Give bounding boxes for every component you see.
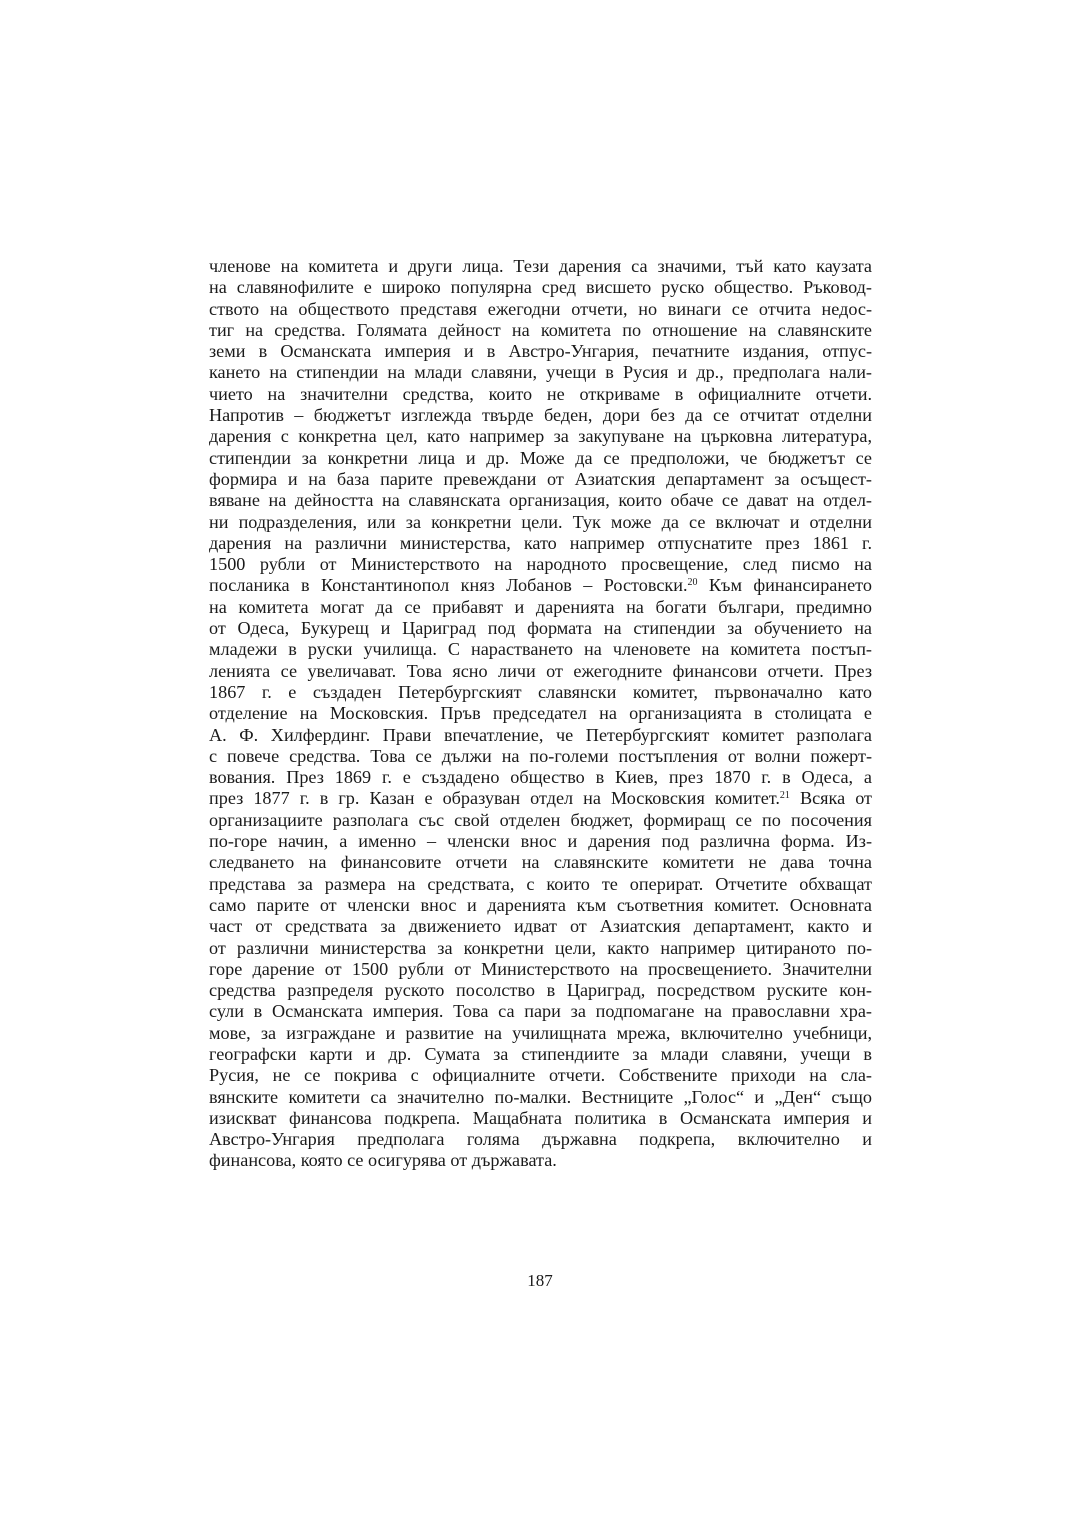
text-line: земи в Османската империя и в Австро-Унгария, печатните издания, отпус-	[209, 341, 872, 362]
text-line: Австро-Унгария предполага голяма държавна подкрепа, включително и	[209, 1129, 872, 1150]
text-line: ството на обществото представя ежегодни отчети, но винаги се отчита недос-	[209, 298, 872, 319]
text-line: от различни министерства за конкретни цели, както например цитираното по-	[209, 937, 872, 958]
text-line: членове на комитета и други лица. Тези дарения са значими, тъй като каузата	[209, 256, 872, 276]
text-line: горе дарение от 1500 рубли от Министерството на просвещението. Значителни	[209, 958, 872, 979]
text-line: сули в Османската империя. Това са пари за подпомагане на православни хра-	[209, 1001, 872, 1022]
text-line: ленията се увеличават. Това ясно личи от ежегодните финансови отчети. През	[209, 660, 872, 681]
text-segment: Към финансирането	[697, 575, 872, 596]
text-line: 1500 рубли от Министерството на народното просвещение, след писмо на	[209, 554, 872, 575]
text-line: на славянофилите е широко популярна сред висшето руско общество. Ръковод-	[209, 277, 872, 298]
text-line: на комитета могат да се прибавят и даренията на богати българи, предимно	[209, 596, 872, 617]
text-line: дарения с конкретна цел, като например за закупуване на църковна литература,	[209, 426, 872, 447]
text-line: ни подразделения, или за конкретни цели. Тук може да се включат и отделни	[209, 511, 872, 532]
text-line: кането на стипендии на млади славяни, учещи в Русия и др., предполага нали-	[209, 362, 872, 383]
text-line: формира и на база парите превеждани от Азиатския департамент за осъщест-	[209, 468, 872, 489]
text-line: по-горе начин, а именно – членски внос и дарения под различна форма. Из-	[209, 831, 872, 852]
page-number: 187	[527, 1271, 553, 1290]
text-line: тиг на средства. Голямата дейност на комитета по отношение на славянските	[209, 319, 872, 340]
text-line: изискват финансова подкрепа. Мащабната политика в Османската империя и	[209, 1107, 872, 1128]
text-line: географски карти и др. Сумата за стипендиите за млади славяни, учещи в	[209, 1043, 872, 1064]
text-segment: посланика в Константинопол княз Лобанов – Ростовски.	[209, 575, 688, 596]
text-line-with-footnote	[209, 788, 872, 809]
text-line: средства разпределя руското посолство в Цариград, посредством руските кон-	[209, 980, 872, 1001]
text-line: вяване на дейността на славянската организация, които обаче се дават на отдел-	[209, 490, 872, 511]
text-line: 1867 г. е създаден Петербургският славянски комитет, първоначално като	[209, 681, 872, 702]
text-line: Напротив – бюджетът изглежда твърде беден, дори без да се отчитат отделни	[209, 405, 872, 426]
text-line: чието на значителни средства, които не откриваме в официалните отчети.	[209, 383, 872, 404]
text-line: вянските комитети са значително по-малки. Вестниците „Голос“ и „Ден“ също	[209, 1086, 872, 1107]
footnote-ref: 21	[779, 790, 790, 802]
text-line: само парите от членски внос и даренията към съответния комитет. Основната	[209, 894, 872, 915]
text-line: отделение на Московския. Пръв председател на организацията в столицата е	[209, 703, 872, 724]
text-line: дарения на различни министерства, като например отпуснатите през 1861 г.	[209, 532, 872, 553]
text-line: вования. През 1869 г. е създадено общество в Киев, през 1870 г. в Одеса, а	[209, 767, 872, 788]
text-segment: през 1877 г. в гр. Казан е образуван отдел на Московския комитет.	[209, 788, 780, 809]
text-line-with-footnote	[209, 575, 872, 596]
text-line: от Одеса, Букурещ и Цариград под формата на стипендии за обучението на	[209, 618, 872, 639]
text-line: представа за размера на средствата, с които те оперират. Отчетите обхващат	[209, 873, 872, 894]
footnote-ref: 20	[687, 577, 698, 589]
text-line: следването на финансовите отчети на славянските комитети не дава точна	[209, 852, 872, 873]
text-line: А. Ф. Хилфердинг. Прави впечатление, че Петербургският комитет разполага	[209, 724, 872, 745]
text-line: Русия, не се покрива с официалните отчети. Собствените приходи на сла-	[209, 1065, 872, 1086]
text-segment: Всяка от	[789, 788, 872, 809]
text-line: организациите разполага със свой отделен бюджет, формиращ се по посочения	[209, 809, 872, 830]
body-text	[209, 256, 872, 1172]
text-line: стипендии за конкретни лица и др. Може да се предположи, че бюджетът се	[209, 447, 872, 468]
text-line: младежи в руски училища. С нарастването на членовете на комитета постъп-	[209, 639, 872, 660]
text-line: част от средствата за движението идват от Азиатския департамент, както и	[209, 916, 872, 937]
text-line: с повече средства. Това се дължи на по-големи постъпления от волни пожерт-	[209, 745, 872, 766]
text-line: финансова, която се осигурява от държавата.	[209, 1150, 557, 1171]
text-line: мове, за изграждане и развитие на училищната мрежа, включително учебници,	[209, 1022, 872, 1043]
